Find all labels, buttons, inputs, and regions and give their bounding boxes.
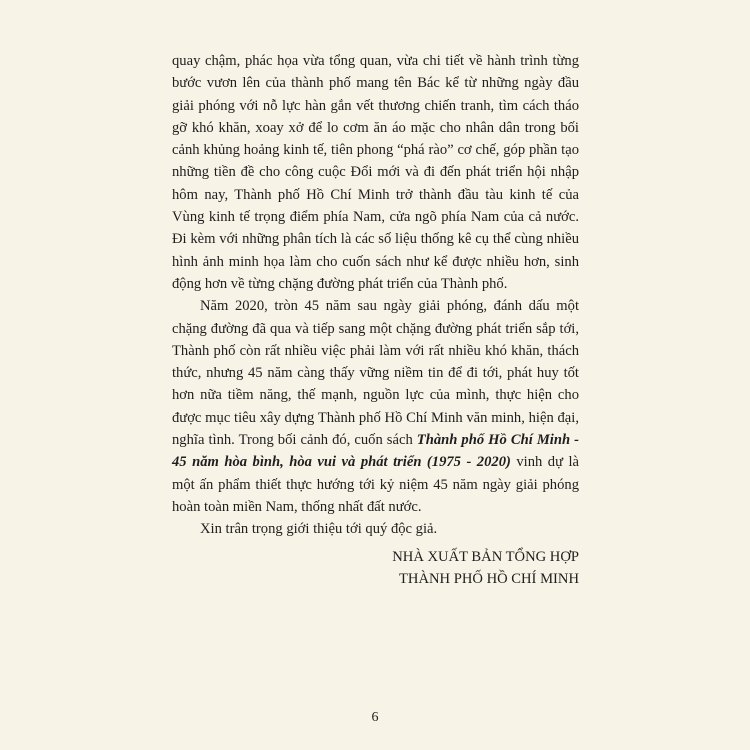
signature-line-1: NHÀ XUẤT BẢN TỔNG HỢP bbox=[392, 548, 579, 565]
paragraph-2-text-before: Năm 2020, tròn 45 năm sau ngày giải phóng, đánh dấu một chặng đường đã qua và tiếp sang một chặng đường phát triển sắp tới, Thành phố còn rất nhiều việc phải làm với rất nhiều khó khăn, thách thức, nhưng 45 năm càng thấy vững niềm tin để đi tới, phát huy tốt hơn nữa tiềm năng, thế mạnh, nguồn lực của mình, thực hiện cho được mục tiêu xây dựng Thành phố Hồ Chí Minh văn minh, hiện đại, nghĩa tình. Trong bối cảnh đó, cuốn sách bbox=[172, 298, 579, 449]
body-text bbox=[172, 50, 579, 590]
signature-line-2: THÀNH PHỐ HỒ CHÍ MINH bbox=[399, 570, 579, 587]
page-number: 6 bbox=[371, 710, 379, 725]
paragraph-2-text-after: vinh dự là một ấn phẩm thiết thực hướng tới kỷ niệm 45 năm ngày giải phóng hoàn toàn miền Nam, thống nhất đất nước. bbox=[172, 454, 579, 515]
paragraph-1: quay chậm, phác họa vừa tổng quan, vừa chi tiết về hành trình từng bước vươn lên của thành phố mang tên Bác kể từ những ngày đầu giải phóng với nỗ lực hàn gắn vết thương chiến tranh, tìm cách tháo gỡ khó khăn, xoay xở để lo cơm ăn áo mặc cho nhân dân trong bối cảnh khủng hoảng kinh tế, tiên phong “phá rào” cơ chế, góp phần tạo những tiền đề cho công cuộc Đổi mới và đi đến phát triển hội nhập hôm nay, Thành phố Hồ Chí Minh trở thành đầu tàu kinh tế của Vùng kinh tế trọng điểm phía Nam, cửa ngõ phía Nam của cả nước. Đi kèm với những phân tích là các số liệu thống kê cụ thể cùng nhiều hình ảnh minh họa làm cho cuốn sách như kể được nhiều hơn, sinh động hơn về từng chặng đường phát triển của Thành phố. bbox=[172, 53, 579, 292]
paragraph-3: Xin trân trọng giới thiệu tới quý độc giả. bbox=[200, 521, 438, 538]
book-title-emphasis: Thành phố Hồ Chí Minh - 45 năm hòa bình, hòa vui và phát triển (1975 - 2020) bbox=[172, 432, 579, 471]
paragraph-2 bbox=[172, 295, 579, 518]
publisher-signature bbox=[172, 546, 579, 591]
